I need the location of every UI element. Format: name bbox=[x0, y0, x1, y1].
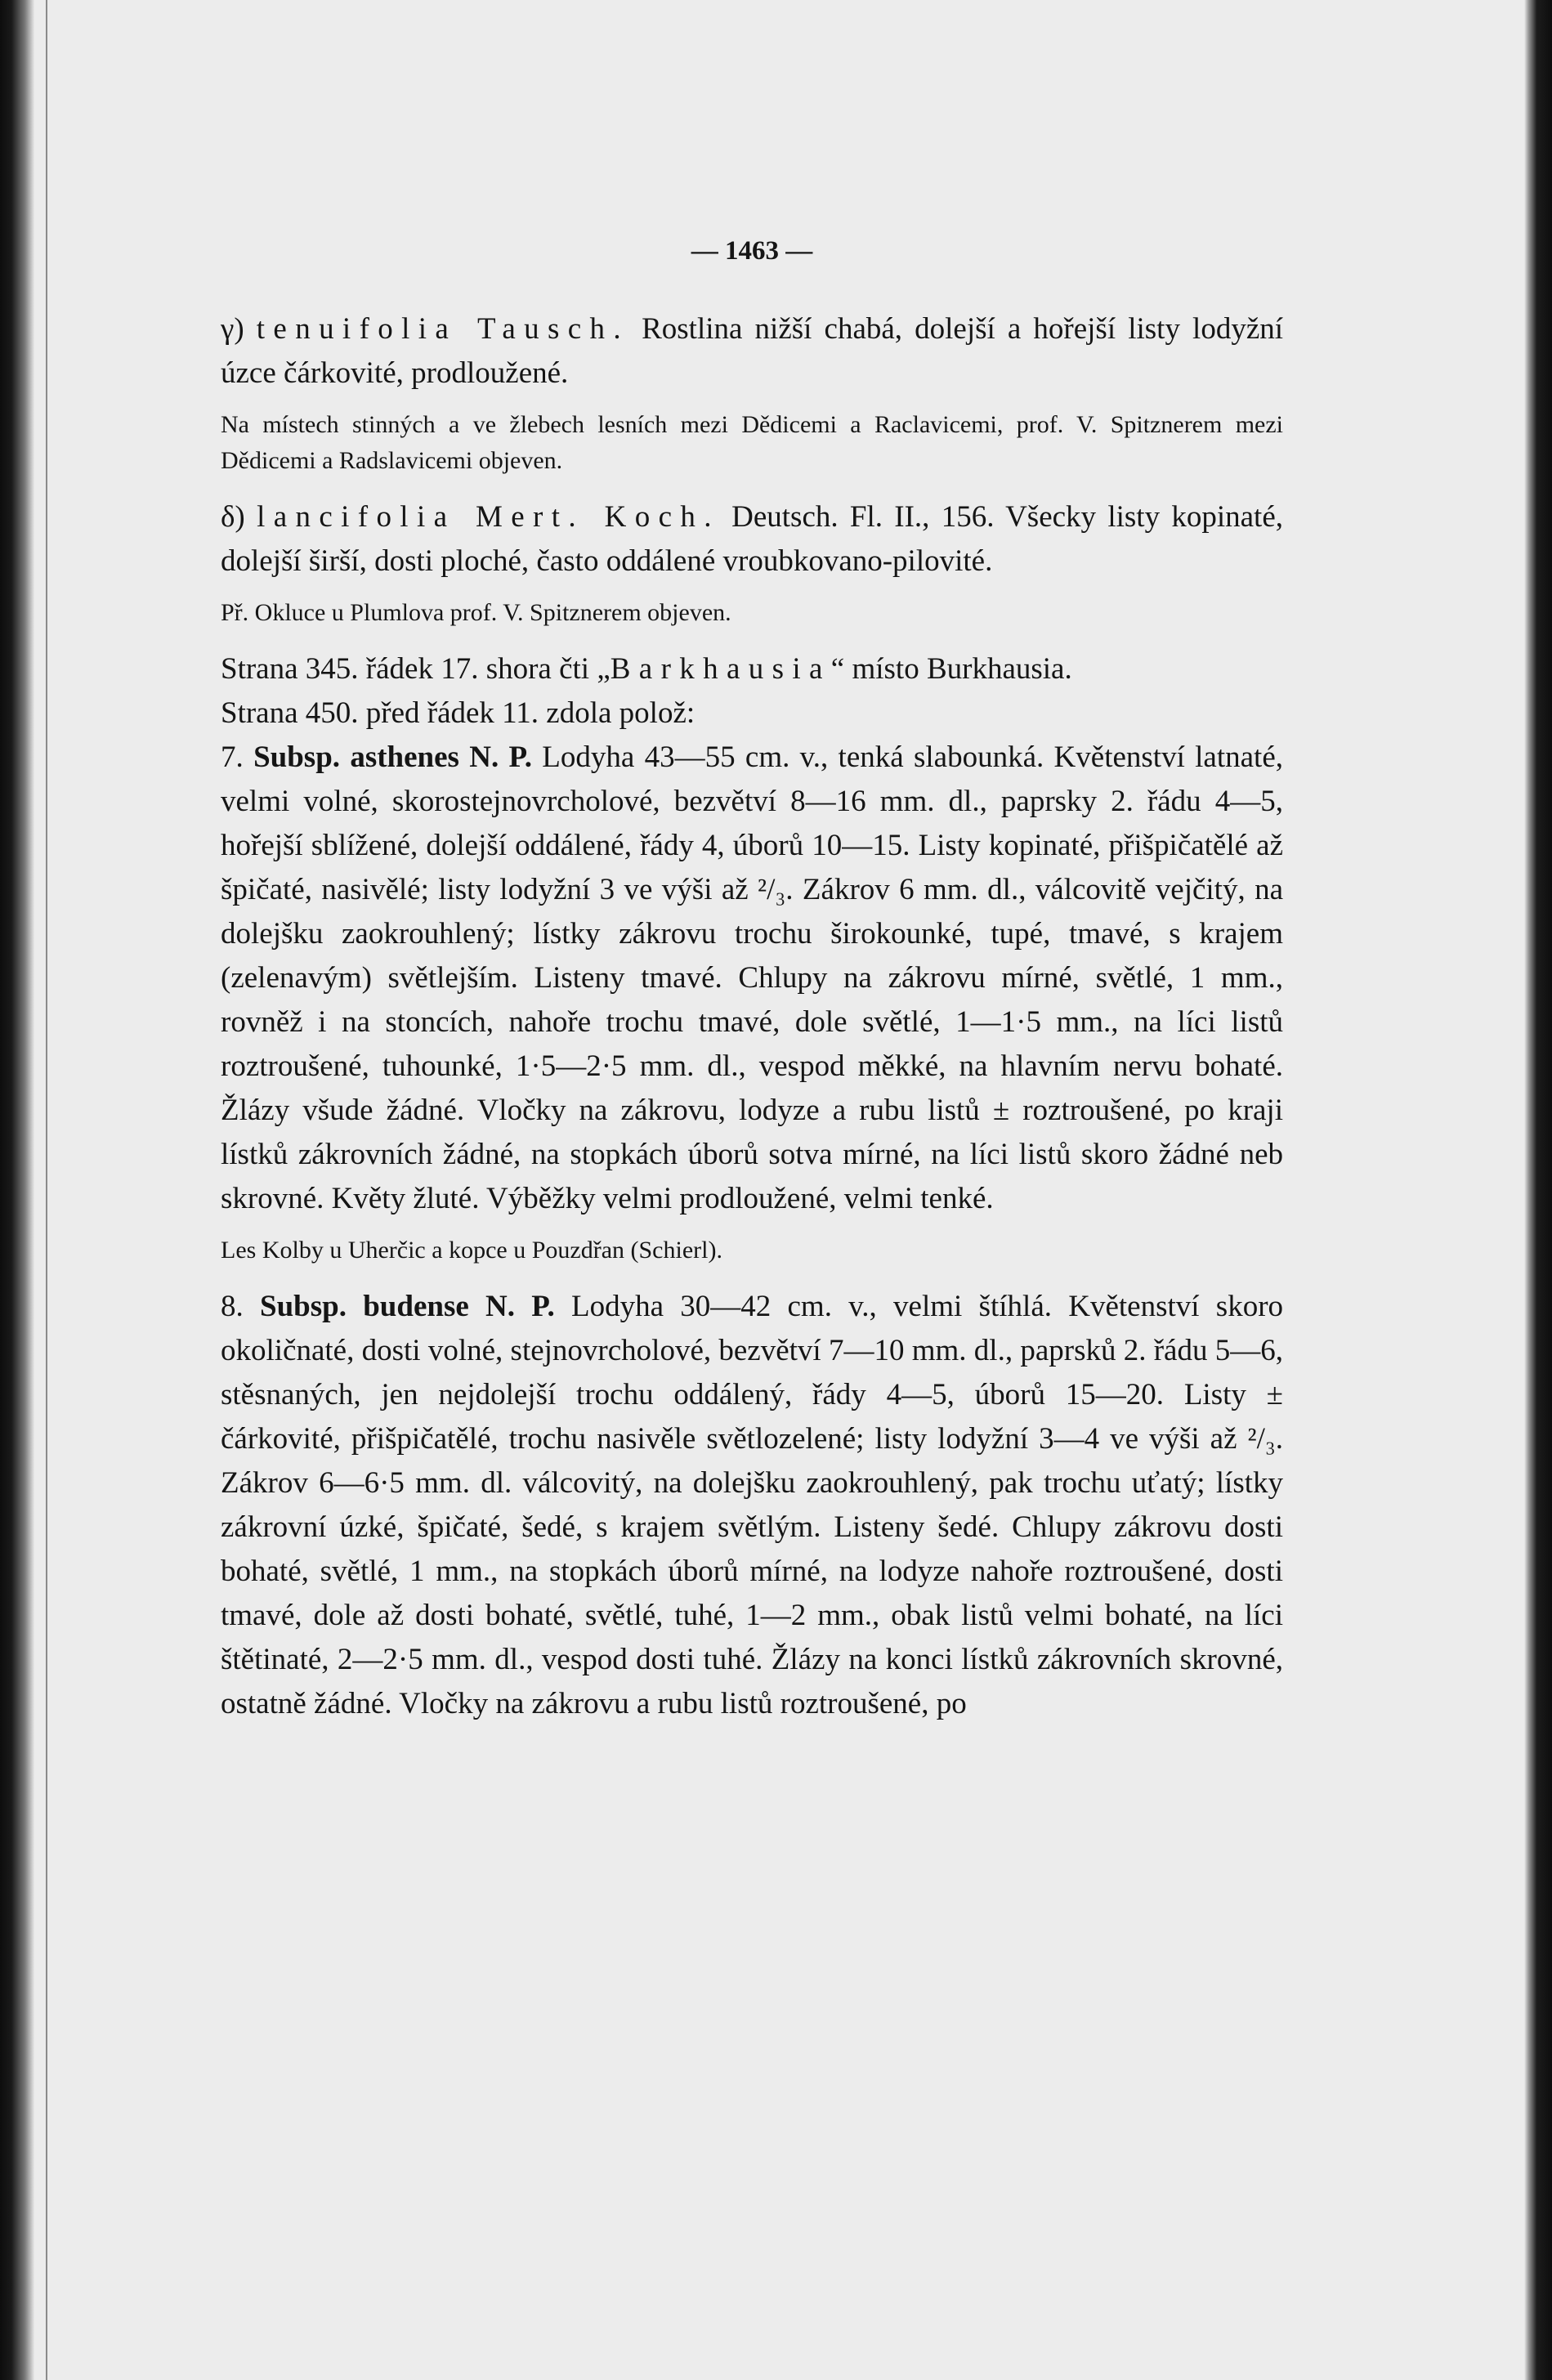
subspecies-8 bbox=[221, 1285, 1283, 1726]
page-text bbox=[221, 229, 1283, 1726]
subspecies-7-text: Lodyha 43—55 cm. v., tenká slabounká. Květenství latnaté, velmi volné, skorostejnovrcholové, bezvětví 8—16 mm. dl., paprsky 2. řádu 4—5, hořejší sblížené, dolejší oddálené, řády 4, úborů 10—15. Listy kopinaté, přišpičatělé až špičaté, nasivělé; listy lodyžní 3 ve výši až ²/₃. Zákrov 6 mm. dl., válcovitě vejčitý, na dolejšku zaokrouhlený; lístky zákrovu trochu širokounké, tupé, tmavé, s krajem (zelenavým) světlejším. Listeny tmavé. Chlupy na zákrovu mírné, světlé, 1 mm., rovněž i na stoncích, nahoře trochu tmavé, dole světlé, 1—1·5 mm., na líci listů roztroušené, tuhounké, 1·5—2·5 mm. dl., vespod měkké, na hlavním nervu bohaté. Žlázy všude žádné. Vločky na zákrovu, lodyze a rubu listů ± roztroušené, po kraji lístků zákrovních žádné, na stopkách úborů sotva mírné, na líci listů skoro žádné neb skrovné. Květy žluté. Výběžky velmi prodloužené, velmi tenké. bbox=[221, 740, 1284, 1215]
variety-delta-locality: Př. Okluce u Plumlova prof. V. Spitznerem objeven. bbox=[221, 599, 731, 626]
variety-delta-name: lancifolia Mert. Koch. bbox=[257, 500, 720, 534]
variety-gamma bbox=[221, 307, 1283, 396]
subspecies-7-label: Subsp. asthenes N. P. bbox=[253, 740, 532, 774]
left-scan-edge bbox=[0, 0, 34, 2380]
errata-line-1-post: “ místo Burkhausia. bbox=[830, 652, 1072, 686]
errata-line-1-pre: Strana 345. řádek 17. shora čti „ bbox=[221, 652, 611, 686]
variety-gamma-letter: γ) bbox=[221, 312, 244, 346]
errata-line-1-word: Barkhausia bbox=[610, 652, 831, 686]
subspecies-7 bbox=[221, 736, 1283, 1221]
variety-gamma-name: tenuifolia Tausch. bbox=[256, 312, 629, 346]
gutter-line bbox=[46, 0, 47, 2380]
subspecies-8-label: Subsp. budense N. P. bbox=[260, 1290, 555, 1323]
variety-gamma-locality: Na místech stinných a ve žlebech lesních mezi Dědicemi a Raclavicemi, prof. V. Spitznerem mezi Dědicemi a Radslavicemi objeven. bbox=[221, 411, 1283, 474]
right-scan-edge bbox=[1524, 0, 1552, 2380]
errata-line-1 bbox=[221, 647, 1283, 691]
subspecies-7-locality: Les Kolby u Uherčic a kopce u Pouzdřan (Schierl). bbox=[221, 1237, 722, 1264]
variety-delta-letter: δ) bbox=[221, 500, 245, 534]
variety-delta bbox=[221, 495, 1283, 584]
page-number: — 1463 — bbox=[691, 236, 813, 266]
subspecies-8-text: Lodyha 30—42 cm. v., velmi štíhlá. Květenství skoro okoličnaté, dosti volné, stejnovrcholové, bezvětví 7—10 mm. dl., paprsků 2. řádu 5—6, stěsnaných, jen nejdolejší trochu oddálený, řády 4—5, úborů 15—20. Listy ± čárkovité, přišpičatělé, trochu nasivěle světlozelené; listy lodyžní 3—4 ve výši až ²/₃. Zákrov 6—6·5 mm. dl. válcovitý, na dolejšku zaokrouhlený, pak trochu uťatý; lístky zákrovní úzké, špičaté, šedé, s krajem světlým. Listeny šedé. Chlupy zákrovu dosti bohaté, světlé, 1 mm., na stopkách úborů mírné, na lodyze nahoře roztroušené, dosti tmavé, dole až dosti bohaté, světlé, tuhé, 1—2 mm., obak listů velmi bohaté, na líci štětinaté, 2—2·5 mm. dl., vespod dosti tuhé. Žlázy na konci lístků zákrovních skrovné, ostatně žádné. Vločky na zákrovu a rubu listů roztroušené, po bbox=[221, 1290, 1284, 1720]
variety-gamma-text: Rostlina nižší chabá, dolejší a hořejší listy lodyžní úzce čárkovité, prodloužené. bbox=[221, 312, 1284, 390]
subspecies-7-number: 7. bbox=[221, 740, 244, 774]
subspecies-8-number: 8. bbox=[221, 1290, 244, 1323]
errata-line-2: Strana 450. před řádek 11. zdola polož: bbox=[221, 696, 695, 730]
variety-delta-text: Deutsch. Fl. II., 156. Všecky listy kopinaté, dolejší širší, dosti ploché, často oddálené vroubkovano-pilovité. bbox=[221, 500, 1284, 578]
